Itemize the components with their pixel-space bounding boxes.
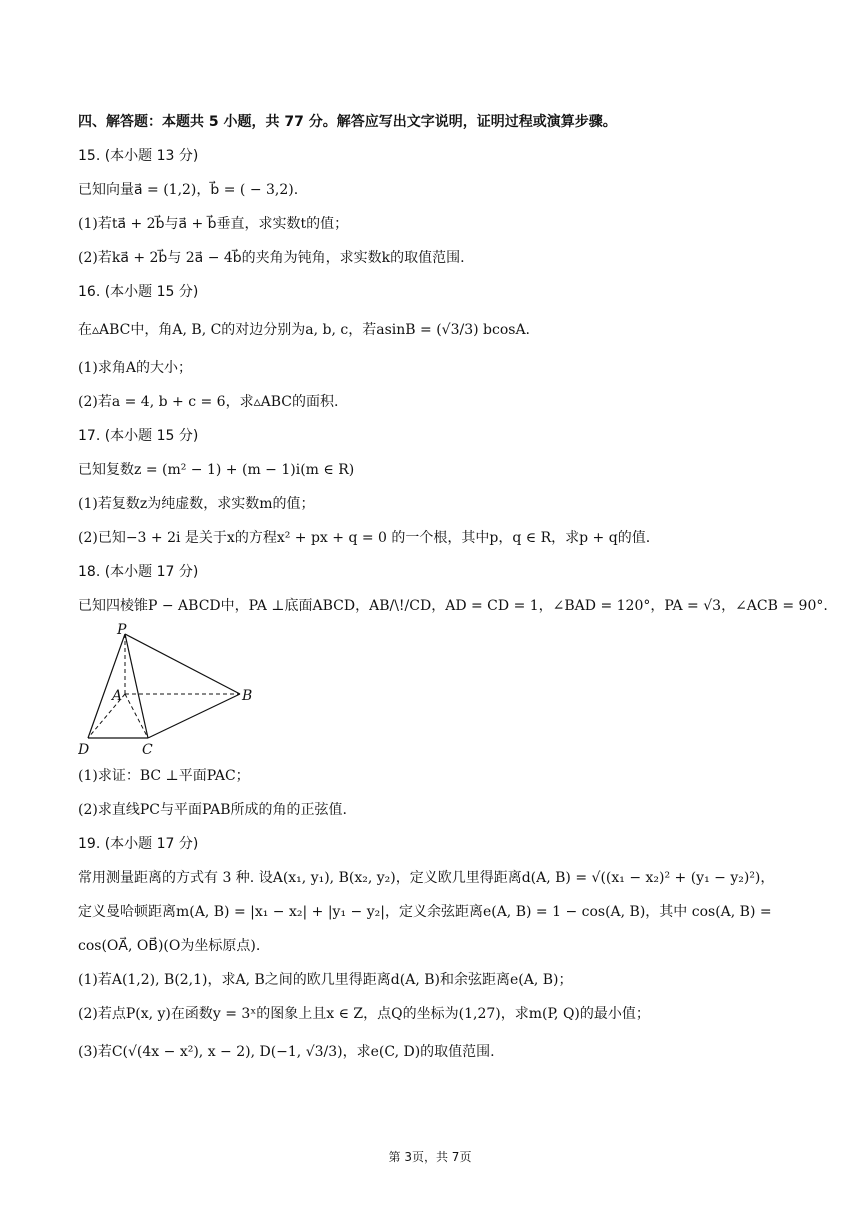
q19-stem-line2: 定义曼哈顿距离m(A, B) = |x₁ − x₂| + |y₁ − y₂|，定义余弦距离e(A, B) = 1 − cos(A, B)，其中 cos(A, B) = [78,904,772,920]
q16-part1: (1)求角A的大小； [78,360,192,376]
vertex-label-A: A [112,688,123,704]
edge-PD [88,634,125,738]
q19-part2: (2)若点P(x, y)在函数y = 3ˣ的图象上且x ∈ Z，点Q的坐标为(1,27)，求m(P, Q)的最小值； [78,1006,650,1022]
q19-part3: (3)若C(√(4x − x²), x − 2), D(−1, √3/3)，求e(C, D)的取值范围. [78,1044,495,1060]
q18-head: 18. (本小题 17 分) [78,564,199,580]
edge-AC [125,694,148,738]
q16-part2: (2)若a = 4, b + c = 6，求▵ABC的面积. [78,394,339,410]
pyramid-figure [78,620,268,760]
q18-stem: 已知四棱锥P − ABCD中，PA ⊥底面ABCD，AB/\!/CD，AD = CD = 1，∠BAD = 120°，PA = √3，∠ACB = 90°. [78,598,828,614]
q15-part2: (2)若ka⃗ + 2b⃗与 2a⃗ − 4b⃗的夹角为钝角，求实数k的取值范围. [78,250,465,266]
q15-head: 15. (本小题 13 分) [78,148,199,164]
q15-part1: (1)若ta⃗ + 2b⃗与a⃗ + b⃗垂直，求实数t的值； [78,216,349,232]
q19-stem-line1: 常用测量距离的方式有 3 种. 设A(x₁, y₁), B(x₂, y₂)，定义欧几里得距离d(A, B) = √((x₁ − x₂)² + (y₁ − y₂)²)， [78,870,775,886]
vertex-label-D: D [78,742,90,758]
edge-CB [148,694,240,738]
page-footer: 第 3页，共 7页 [388,1150,472,1164]
vertex-label-B: B [242,688,253,704]
q17-stem: 已知复数z = (m² − 1) + (m − 1)i(m ∈ R) [78,462,355,478]
q19-stem-line3: cos(OA⃗, OB⃗)(O为坐标原点). [78,938,261,954]
q18-part1: (1)求证：BC ⊥平面PAC； [78,768,250,784]
q19-head: 19. (本小题 17 分) [78,836,199,852]
q15-stem: 已知向量a⃗ = (1,2)，b⃗ = ( − 3,2). [78,182,299,198]
q18-part2: (2)求直线PC与平面PAB所成的角的正弦值. [78,802,347,818]
q16-stem: 在▵ABC中，角A, B, C的对边分别为a, b, c，若asinB = (√3/3) bcosA. [78,322,531,338]
vertex-label-C: C [142,742,153,758]
edge-PB [125,634,240,694]
vertex-label-P: P [117,622,127,638]
q17-head: 17. (本小题 15 分) [78,428,199,444]
q16-head: 16. (本小题 15 分) [78,284,199,300]
section-title: 四、解答题：本题共 5 小题，共 77 分。解答应写出文字说明，证明过程或演算步骤。 [78,114,617,130]
q17-part2: (2)已知−3 + 2i 是关于x的方程x² + px + q = 0 的一个根，其中p，q ∈ R，求p + q的值. [78,530,651,546]
edge-PC [125,634,148,738]
q17-part1: (1)若复数z为纯虚数，求实数m的值； [78,496,315,512]
q19-part1: (1)若A(1,2), B(2,1)，求A, B之间的欧几里得距离d(A, B)和余弦距离e(A, B)； [78,972,573,988]
